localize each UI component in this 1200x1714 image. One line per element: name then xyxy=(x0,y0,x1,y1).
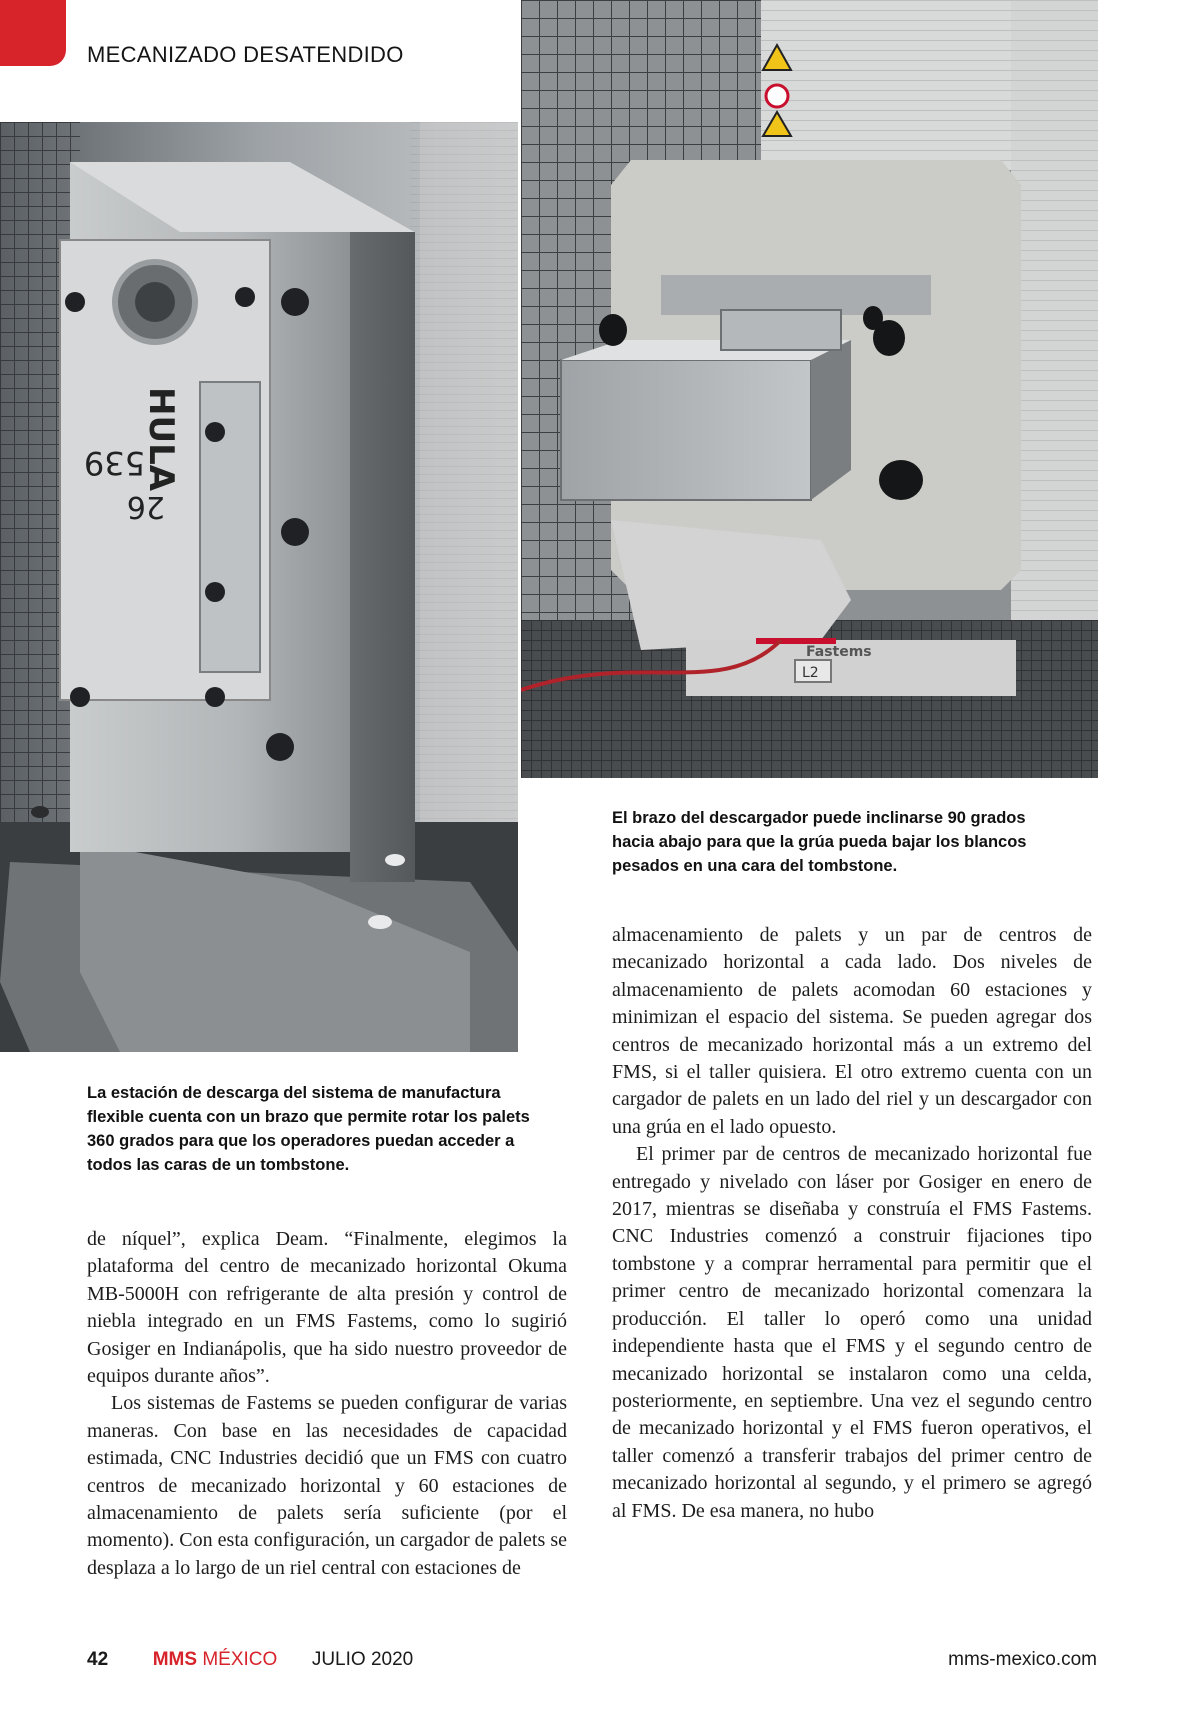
photo-unloader-arm xyxy=(521,0,1098,778)
body-paragraph: El primer par de centros de mecanizado horizontal fue entregado y nivelado con láser por Gosiger en enero de 2017, mientras se diseñaba y construía el FMS Fastems. CNC Industries comenzó a construir fijaciones tipo tombstone y a comprar herramental para permitir que el primer centro de mecanizado horizontal comenzara la producción. El taller lo operó como una unidad independiente hasta que el FMS y el segundo centro de mecanizado horizontal se instalaron como una celda, posteriormente, en septiembre. Una vez el segundo centro de mecanizado horizontal y el FMS fueron operativos, el taller comenzó a transferir trabajos del primer centro de mecanizado horizontal al segundo, y el primero se agregó al FMS. De esa manera, no hubo xyxy=(612,1143,1092,1522)
page-footer xyxy=(87,1649,413,1671)
website-url[interactable]: mms-mexico.com xyxy=(948,1649,1097,1670)
fixture-marking-text: HULA xyxy=(141,387,181,492)
issue-date: JULIO 2020 xyxy=(311,1649,414,1670)
body-paragraph: de níquel”, explica Deam. “Finalmente, elegimos la plataforma del centro de mecanizado horizontal Okuma MB-5000H con refrigerante de alta presión y control de niebla integrado en un FMS Fastems, como lo sugirió Gosiger en Indianápolis, que ha sido nuestro proveedor de equipos durante años”. xyxy=(87,1228,567,1388)
tombstone-fixture-illustration xyxy=(0,122,518,1052)
magazine-brand: MMS xyxy=(152,1649,198,1670)
caption-unloader-arm: El brazo del descargador puede inclinarse 90 grados hacia abajo para que la grúa pueda bajar los blancos pesados en una cara del tombstone. xyxy=(612,809,1027,875)
body-column-right xyxy=(612,922,1092,1525)
machine-brand-text: Fastems xyxy=(806,644,872,660)
body-paragraph: Los sistemas de Fastems se pueden configurar de varias maneras. Con base en las necesidades de capacidad estimada, CNC Industries decidió que un FMS con cuatro centros de mecanizado horizontal y 60 estaciones de almacenamiento de palets sería suficiente (por el momento). Con esta configuración, un cargador de palets se desplaza a lo largo de un riel central con estaciones de xyxy=(87,1392,567,1579)
photo-tombstone-fixture xyxy=(0,122,518,1052)
section-label: MECANIZADO DESATENDIDO xyxy=(87,42,404,67)
fixture-handwriting-2: 26 xyxy=(126,489,165,524)
body-column-left xyxy=(87,1226,567,1582)
fixture-handwriting-1: 539 xyxy=(83,444,145,482)
page-number: 42 xyxy=(87,1649,109,1670)
unloader-arm-illustration xyxy=(521,0,1098,778)
section-color-tab xyxy=(0,0,66,66)
caption-loading-station: La estación de descarga del sistema de manufactura flexible cuenta con un brazo que permite rotar los palets 360 grados para que los operadores puedan acceder a todos las caras de un tombstone. xyxy=(87,1084,530,1174)
magazine-edition: MÉXICO xyxy=(202,1649,278,1670)
body-paragraph: almacenamiento de palets y un par de centros de mecanizado horizontal a cada lado. Dos niveles de almacenamiento de palets acomodan 60 estaciones y minimizan el espacio del sistema. Se pueden agregar dos centros de mecanizado horizontal más a un extremo del FMS, si el taller quisiera. El otro extremo cuenta con un cargador de palets en un lado del riel y un descargador con una grúa en el lado opuesto. xyxy=(612,924,1092,1138)
machine-station-label: L2 xyxy=(802,665,819,681)
